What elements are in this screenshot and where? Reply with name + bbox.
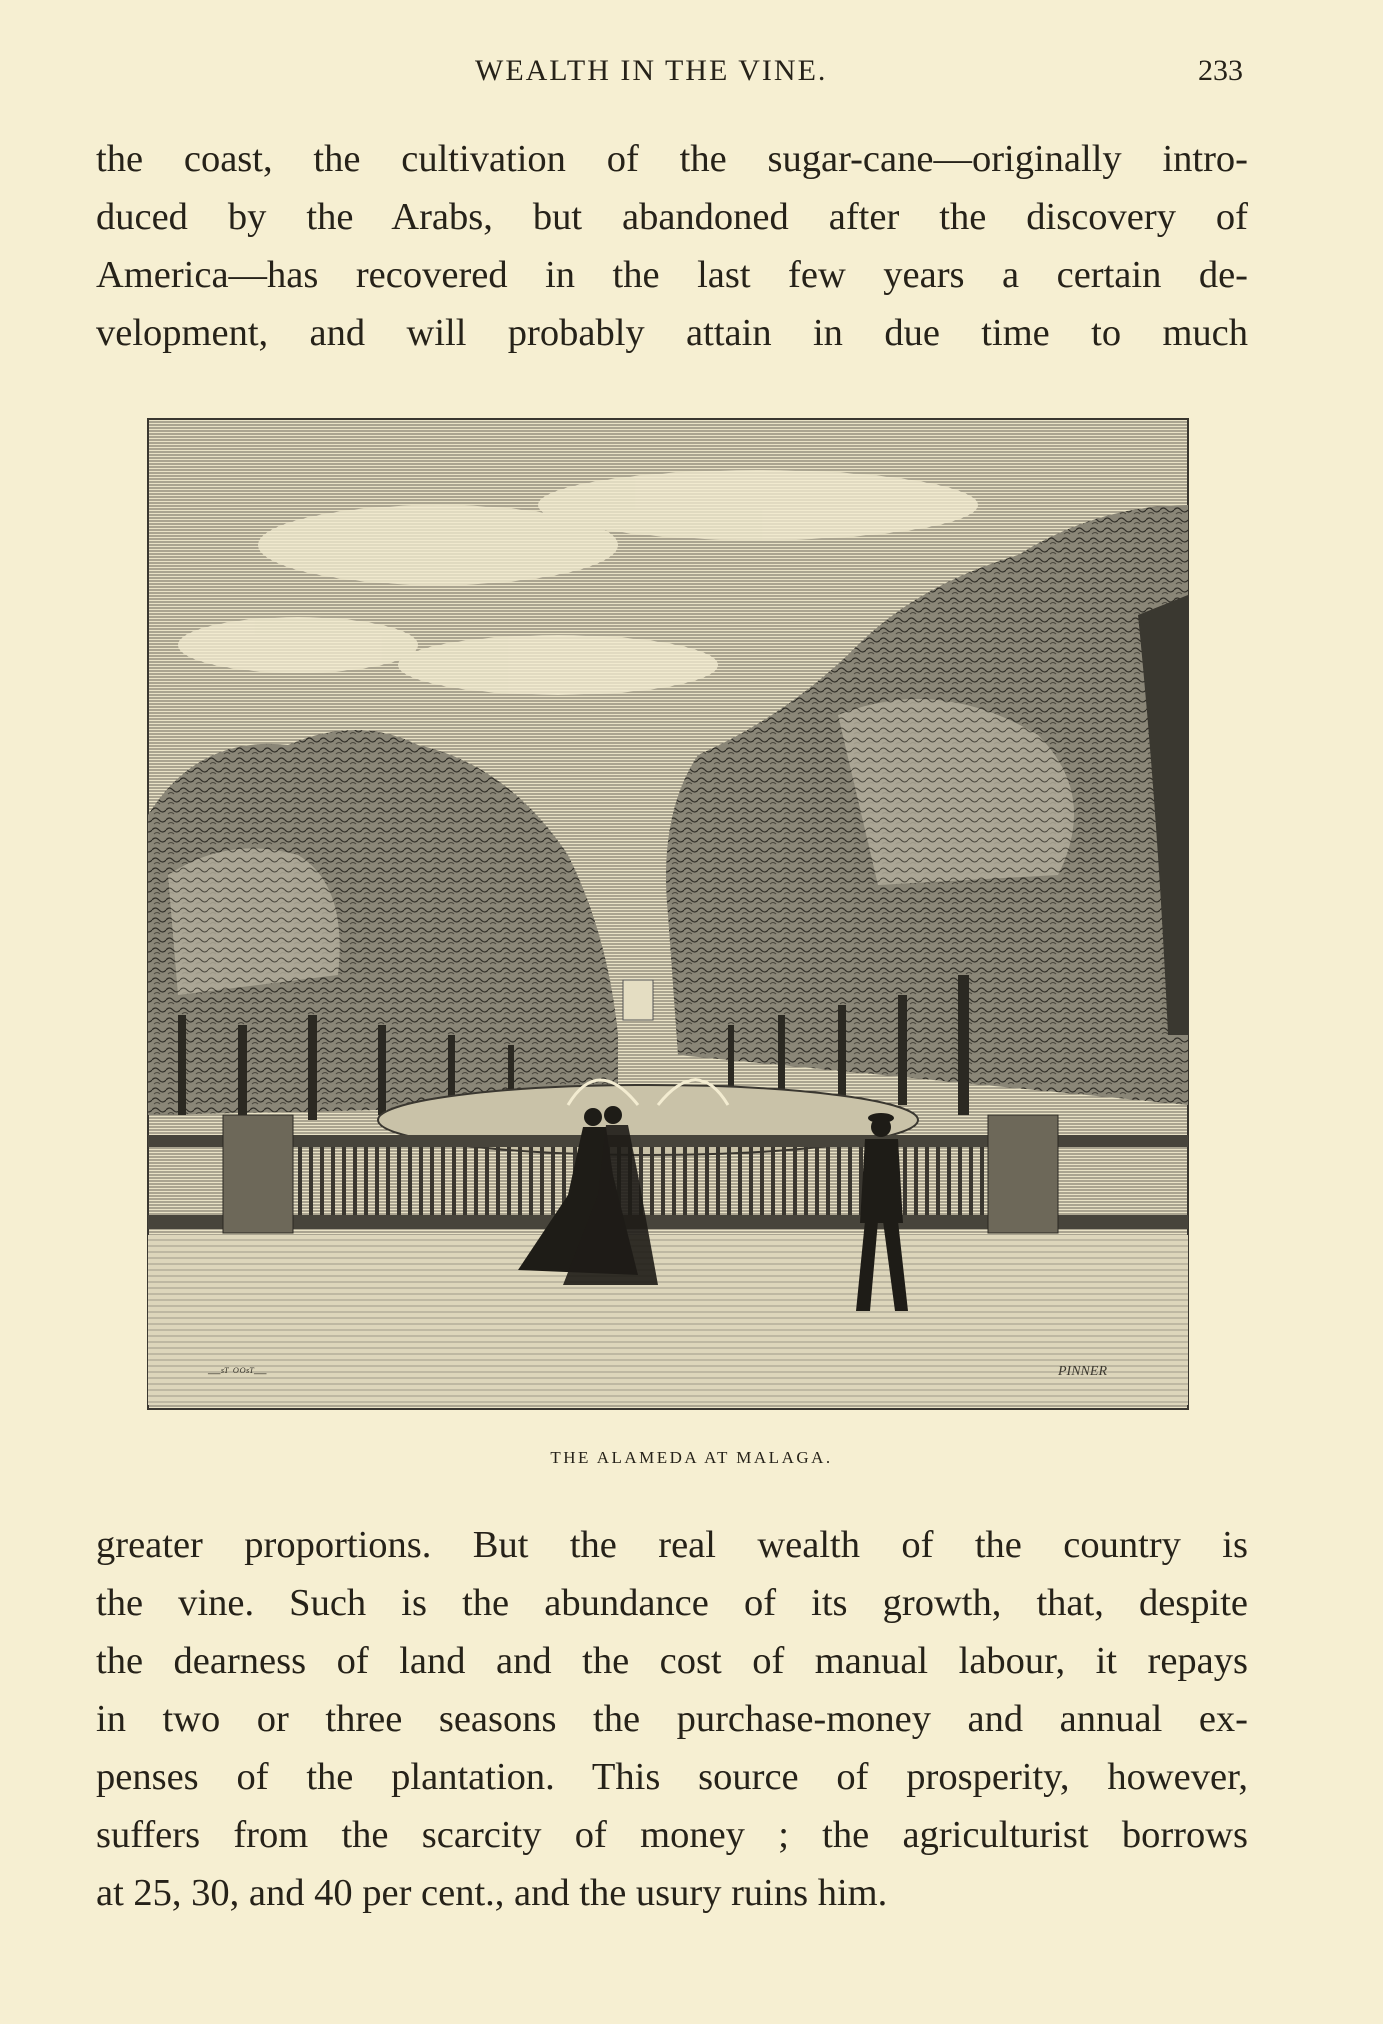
promenade-ground bbox=[148, 1235, 1188, 1405]
text-line: America—has recovered in the last few years a certain de- bbox=[96, 254, 1248, 296]
text-line: duced by the Arabs, but abandoned after the discovery of bbox=[96, 196, 1248, 238]
figure-caption: THE ALAMEDA AT MALAGA. bbox=[550, 1448, 833, 1467]
text-line: suffers from the scarcity of money ; the agriculturist borrows bbox=[96, 1814, 1248, 1856]
text-line: velopment, and will probably attain in due time to much bbox=[96, 312, 1248, 354]
text-line: the vine. Such is the abundance of its growth, that, despite bbox=[96, 1582, 1248, 1624]
text-line: penses of the plantation. This source of prosperity, however, bbox=[96, 1756, 1248, 1798]
text-line: the coast, the cultivation of the sugar-cane—originally intro- bbox=[96, 138, 1248, 180]
paragraph-bottom bbox=[96, 1516, 1248, 1922]
engraver-signature-right: PINNER bbox=[1058, 1364, 1107, 1379]
running-header bbox=[0, 54, 1383, 94]
engraver-signature-left: —ˢᵀ ᴼᴼˢᵀ— bbox=[208, 1366, 267, 1381]
page-number: 233 bbox=[1198, 54, 1243, 87]
paragraph-top bbox=[96, 130, 1248, 362]
text-line: at 25, 30, and 40 per cent., and the usury ruins him. bbox=[96, 1872, 888, 1914]
text-line: greater proportions. But the real wealth of the country is bbox=[96, 1524, 1248, 1566]
distant-building bbox=[623, 980, 653, 1020]
running-title: WEALTH IN THE VINE. bbox=[475, 54, 828, 87]
text-line: the dearness of land and the cost of manual labour, it repays bbox=[96, 1640, 1248, 1682]
engraving-illustration bbox=[138, 415, 1194, 1419]
text-line: in two or three seasons the purchase-money and annual ex- bbox=[96, 1698, 1248, 1740]
alameda-engraving bbox=[138, 415, 1194, 1419]
